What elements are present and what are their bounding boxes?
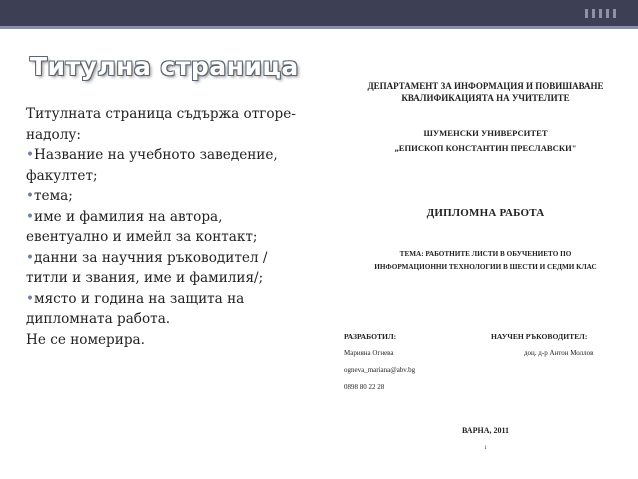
banner-accent-line xyxy=(0,26,638,29)
slide-body xyxy=(26,104,301,350)
closing-note: Не се номерира. xyxy=(26,331,145,348)
author-label: РАЗРАБОТИЛ: xyxy=(344,332,397,341)
department-heading: ДЕПАРТАМЕНТ ЗА ИНФОРМАЦИЯ И ПОВИШАВАНЕ КВАЛИФИКАЦИЯТА НА УЧИТЕЛИТЕ xyxy=(367,81,604,103)
bullet-marker: • xyxy=(26,249,35,266)
bullet-marker: • xyxy=(26,147,35,163)
author-phone: 0898 80 22 28 xyxy=(344,383,385,391)
intro-text: Титулната страница съдържа отгоре-надолу: xyxy=(26,106,296,143)
page-number: 1 xyxy=(484,446,487,451)
bullet-item: •име и фамилия на автора, евентуално и имейл за контакт; xyxy=(26,208,258,245)
bullet-marker: • xyxy=(26,208,35,225)
thesis-theme: ТЕМА: РАБОТНИТЕ ЛИСТИ В ОБУЧЕНИЕТО ПО ИНФОРМАЦИОННИ ТЕХНОЛОГИИ В ШЕСТИ И СЕДМИ КЛАС xyxy=(374,250,597,271)
bullet-item: •място и година на защита на дипломната работа. xyxy=(26,290,245,327)
bullet-item: •тема; xyxy=(26,188,73,204)
banner-decoration xyxy=(585,9,616,18)
top-banner xyxy=(0,0,638,26)
supervisor-label: НАУЧЕН РЪКОВОДИТЕЛ: xyxy=(491,332,588,341)
place-year: ВАРНА, 2011 xyxy=(461,426,510,435)
author-name: Марияна Огнева xyxy=(344,349,394,357)
bullet-marker: • xyxy=(26,290,35,307)
university-heading: ШУМЕНСКИ УНИВЕРСИТЕТ „ЕПИСКОП КОНСТАНТИН ПРЕСЛАВСКИ" xyxy=(394,128,577,153)
bullet-item: •данни за научния ръководител /титли и звания, име и фамилия/; xyxy=(26,249,268,286)
document-type: ДИПЛОМНА РАБОТА xyxy=(426,207,545,219)
bullet-marker: • xyxy=(26,188,35,204)
bullet-item: •Название на учебното заведение, факултет; xyxy=(26,147,278,184)
supervisor-name: доц. д-р Антон Моллов xyxy=(524,349,594,357)
title-page-scan xyxy=(338,70,633,470)
slide-title: Титулна страница xyxy=(30,52,299,81)
author-email: ogneva_mariana@abv.bg xyxy=(344,366,416,374)
